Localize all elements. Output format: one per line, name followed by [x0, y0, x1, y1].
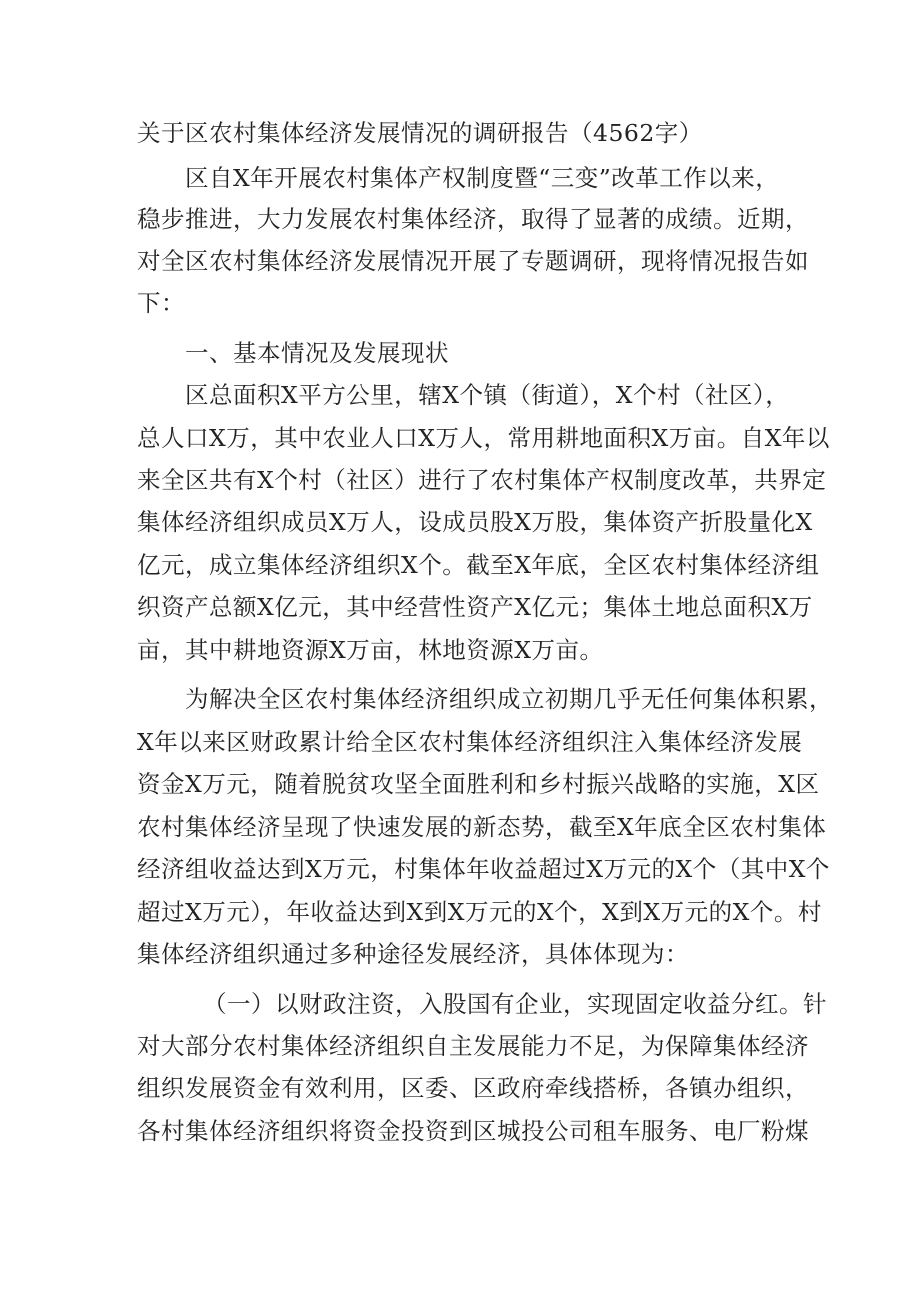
section-heading: 一、基本情况及发展现状	[185, 339, 449, 367]
paragraph2-line-6: 超过X万元），年收益达到X到X万元的X个，X到X万元的X个。村	[137, 898, 822, 926]
intro-line-2: 稳步推进，大力发展农村集体经济，取得了显著的成绩。近期，	[137, 205, 809, 233]
document-title: 关于区农村集体经济发展情况的调研报告（4562字）	[137, 119, 703, 147]
paragraph2-line-4: 农村集体经济呈现了快速发展的新态势，截至X年底全区农村集体	[137, 813, 827, 841]
paragraph2-line-2: X年以来区财政累计给全区农村集体经济组织注入集体经济发展	[137, 728, 803, 756]
paragraph1-line-5: 亿元，成立集体经济组织X个。截至X年底，全区农村集体经济组	[137, 551, 820, 579]
paragraph3-line-4: 各村集体经济组织将资金投资到区城投公司租车服务、电厂粉煤	[137, 1117, 809, 1145]
paragraph3-line-2: 对大部分农村集体经济组织自主发展能力不足，为保障集体经济	[137, 1032, 809, 1060]
paragraph1-line-2: 总人口X万，其中农业人口X万人，常用耕地面积X万亩。自X年以	[137, 424, 830, 452]
intro-line-4: 下：	[137, 289, 185, 317]
paragraph2-line-7: 集体经济组织通过多种途径发展经济，具体体现为：	[137, 940, 689, 968]
paragraph3-line-1: （一）以财政注资，入股国有企业，实现固定收益分红。针	[203, 990, 827, 1018]
intro-line-3: 对全区农村集体经济发展情况开展了专题调研，现将情况报告如	[137, 247, 809, 275]
paragraph1-line-4: 集体经济组织成员X万人，设成员股X万股，集体资产折股量化X	[137, 508, 813, 536]
paragraph2-line-3: 资金X万元，随着脱贫攻坚全面胜利和乡村振兴战略的实施，X区	[137, 770, 820, 798]
paragraph1-line-3: 来全区共有X个村（社区）进行了农村集体产权制度改革，共界定	[137, 466, 827, 494]
paragraph2-line-1: 为解决全区农村集体经济组织成立初期几乎无任何集体积累，	[185, 685, 833, 713]
paragraph1-line-6: 织资产总额X亿元，其中经营性资产X亿元；集体土地总面积X万	[137, 593, 813, 621]
paragraph1-line-1: 区总面积X平方公里，辖X个镇（街道），X个村（社区），	[185, 381, 790, 409]
paragraph3-line-3: 组织发展资金有效利用，区委、区政府牵线搭桥，各镇办组织，	[137, 1074, 809, 1102]
paragraph2-line-5: 经济组收益达到X万元，村集体年收益超过X万元的X个（其中X个	[137, 855, 830, 883]
intro-line-1: 区自X年开展农村集体产权制度暨“三变”改革工作以来，	[185, 164, 780, 192]
paragraph1-line-7: 亩，其中耕地资源X万亩，林地资源X万亩。	[137, 636, 604, 664]
